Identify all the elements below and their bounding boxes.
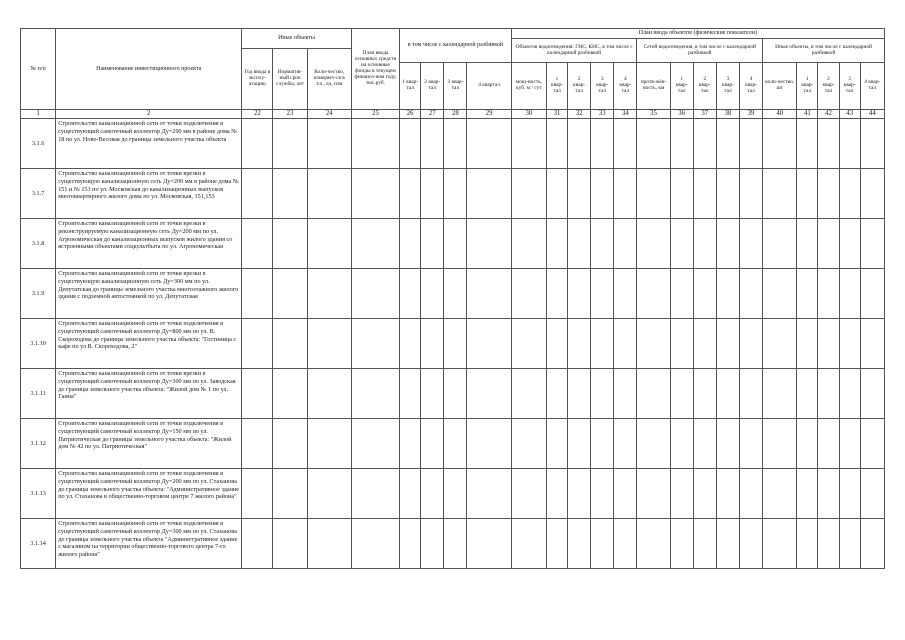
- header-plan-objects: План ввода объектов (физические показатели): [511, 29, 884, 39]
- empty-value-cell: [818, 169, 839, 219]
- empty-value-cell: [546, 469, 567, 519]
- empty-value-cell: [670, 369, 693, 419]
- empty-value-cell: [637, 119, 670, 169]
- empty-value-cell: [568, 419, 591, 469]
- empty-value-cell: [637, 369, 670, 419]
- empty-value-cell: [818, 419, 839, 469]
- header-quantity: Коли-чество, измеряет-ся в т.п., ед. изм: [307, 49, 351, 110]
- empty-value-cell: [637, 269, 670, 319]
- empty-value-cell: [740, 119, 763, 169]
- empty-value-cell: [614, 119, 637, 169]
- column-number-cell: 33: [591, 110, 614, 119]
- column-number-cell: 37: [693, 110, 716, 119]
- project-name-cell: Строительство канализационной сети от точки подключения в существующий самотечный коллектор Ду=800 мм по ул. В. Скороходова до границы земельного участка объекта: "Гостиница с кафе по ул В. Скороходова, 2": [56, 319, 242, 369]
- empty-value-cell: [400, 219, 421, 269]
- row-number-cell: 3.1.9: [21, 269, 56, 319]
- header-gis-q1: 1 квар-тал: [546, 63, 567, 110]
- empty-value-cell: [860, 369, 884, 419]
- column-number-cell: 24: [307, 110, 351, 119]
- empty-value-cell: [307, 169, 351, 219]
- empty-value-cell: [670, 269, 693, 319]
- empty-value-cell: [400, 269, 421, 319]
- empty-value-cell: [242, 519, 273, 569]
- empty-value-cell: [614, 519, 637, 569]
- row-number-cell: 3.1.10: [21, 319, 56, 369]
- empty-value-cell: [740, 419, 763, 469]
- empty-value-cell: [421, 319, 444, 369]
- empty-value-cell: [546, 419, 567, 469]
- empty-value-cell: [839, 419, 860, 469]
- empty-value-cell: [860, 119, 884, 169]
- empty-value-cell: [273, 319, 307, 369]
- empty-value-cell: [763, 119, 797, 169]
- empty-value-cell: [818, 269, 839, 319]
- header-gis-q2: 2 квар-тал: [568, 63, 591, 110]
- empty-value-cell: [511, 369, 546, 419]
- column-number-cell: 38: [716, 110, 739, 119]
- table-row: [21, 369, 885, 419]
- empty-value-cell: [273, 369, 307, 419]
- empty-value-cell: [444, 119, 467, 169]
- empty-value-cell: [637, 219, 670, 269]
- empty-value-cell: [839, 469, 860, 519]
- header-row-1: [21, 29, 885, 39]
- empty-value-cell: [273, 119, 307, 169]
- empty-value-cell: [351, 519, 399, 569]
- project-name-cell: Строительство канализационной сети от точки подключения в существующий самотечный коллектор Ду=290 мм в районе дома № 18 по ул. Ново-Весовая до границы земельного участка объекта: [56, 119, 242, 169]
- empty-value-cell: [421, 269, 444, 319]
- row-number-cell: 3.1.8: [21, 219, 56, 269]
- empty-value-cell: [568, 269, 591, 319]
- header-capacity: мощ-ность, куб. м / сут: [511, 63, 546, 110]
- empty-value-cell: [242, 419, 273, 469]
- empty-value-cell: [637, 319, 670, 369]
- empty-value-cell: [546, 519, 567, 569]
- empty-value-cell: [400, 319, 421, 369]
- empty-value-cell: [818, 119, 839, 169]
- empty-value-cell: [307, 269, 351, 319]
- header-other-objects: Иные объекты: [242, 29, 352, 49]
- column-number-cell: 42: [818, 110, 839, 119]
- empty-value-cell: [670, 169, 693, 219]
- empty-value-cell: [467, 419, 511, 469]
- column-number-cell: 32: [568, 110, 591, 119]
- empty-value-cell: [307, 319, 351, 369]
- table-row: [21, 169, 885, 219]
- empty-value-cell: [546, 169, 567, 219]
- empty-value-cell: [591, 219, 614, 269]
- empty-value-cell: [763, 419, 797, 469]
- empty-value-cell: [400, 419, 421, 469]
- column-number-cell: 23: [273, 110, 307, 119]
- empty-value-cell: [351, 269, 399, 319]
- header-oth-q4: 4 квар-тал: [860, 63, 884, 110]
- empty-value-cell: [591, 169, 614, 219]
- empty-value-cell: [797, 319, 818, 369]
- investment-table-sheet: [20, 28, 885, 569]
- header-oth-q1: 1 квар-тал: [797, 63, 818, 110]
- empty-value-cell: [242, 469, 273, 519]
- empty-value-cell: [693, 219, 716, 269]
- empty-value-cell: [307, 219, 351, 269]
- empty-value-cell: [467, 319, 511, 369]
- empty-value-cell: [614, 369, 637, 419]
- empty-value-cell: [511, 269, 546, 319]
- empty-value-cell: [614, 319, 637, 369]
- empty-value-cell: [421, 369, 444, 419]
- header-year-commissioning: Год ввода в эксплу-атацию: [242, 49, 273, 110]
- empty-value-cell: [568, 469, 591, 519]
- table-body: [21, 119, 885, 569]
- empty-value-cell: [839, 169, 860, 219]
- table-row: [21, 419, 885, 469]
- column-number-cell: 29: [467, 110, 511, 119]
- empty-value-cell: [307, 469, 351, 519]
- empty-value-cell: [740, 469, 763, 519]
- empty-value-cell: [740, 519, 763, 569]
- empty-value-cell: [273, 269, 307, 319]
- empty-value-cell: [511, 169, 546, 219]
- empty-value-cell: [351, 419, 399, 469]
- project-name-cell: Строительство канализационной сети от точки врезки в существующий самотечный коллектор Ду=300 мм по ул. Заводская до границы земельного участка объекта: "Жилой дом № 1 по ул. Гаина": [56, 369, 242, 419]
- header-service-life: Норматив-ный срок службы, лет: [273, 49, 307, 110]
- column-number-cell: 43: [839, 110, 860, 119]
- empty-value-cell: [740, 219, 763, 269]
- empty-value-cell: [351, 119, 399, 169]
- empty-value-cell: [568, 169, 591, 219]
- empty-value-cell: [637, 469, 670, 519]
- empty-value-cell: [839, 519, 860, 569]
- empty-value-cell: [351, 219, 399, 269]
- empty-value-cell: [818, 469, 839, 519]
- empty-value-cell: [670, 469, 693, 519]
- empty-value-cell: [670, 419, 693, 469]
- empty-value-cell: [797, 369, 818, 419]
- empty-value-cell: [242, 369, 273, 419]
- empty-value-cell: [546, 119, 567, 169]
- empty-value-cell: [351, 369, 399, 419]
- header-length: протя-жён-ность, км: [637, 63, 670, 110]
- empty-value-cell: [467, 469, 511, 519]
- row-number-cell: 3.1.14: [21, 519, 56, 569]
- empty-value-cell: [797, 269, 818, 319]
- empty-value-cell: [839, 319, 860, 369]
- empty-value-cell: [614, 469, 637, 519]
- project-name-cell: Строительство канализационной сети от точки подключения в существующий самотечный коллектор Ду=200 мм по ул. Стаханова до границы земельного участка объекта: "Административное здание по ул. Стаханова в общественно-торговом центре 7 жилого района": [56, 469, 242, 519]
- row-number-cell: 3.1.11: [21, 369, 56, 419]
- empty-value-cell: [860, 419, 884, 469]
- empty-value-cell: [860, 319, 884, 369]
- empty-value-cell: [242, 319, 273, 369]
- column-number-cell: 26: [400, 110, 421, 119]
- row-number-cell: 3.1.6: [21, 119, 56, 169]
- table-row: [21, 519, 885, 569]
- empty-value-cell: [818, 519, 839, 569]
- header-including-calendar: в том числе с календарной разбивкой: [400, 29, 512, 63]
- empty-value-cell: [568, 219, 591, 269]
- empty-value-cell: [670, 519, 693, 569]
- empty-value-cell: [400, 519, 421, 569]
- empty-value-cell: [614, 269, 637, 319]
- empty-value-cell: [307, 369, 351, 419]
- header-networks: Сетей водоотведения, в том числе с календарной разбивкой: [637, 39, 763, 63]
- empty-value-cell: [568, 519, 591, 569]
- empty-value-cell: [242, 169, 273, 219]
- empty-value-cell: [242, 269, 273, 319]
- empty-value-cell: [818, 219, 839, 269]
- header-q3: 3 квар-тал: [444, 63, 467, 110]
- empty-value-cell: [421, 219, 444, 269]
- header-q2: 2 квар-тал: [421, 63, 444, 110]
- empty-value-cell: [614, 419, 637, 469]
- empty-value-cell: [591, 369, 614, 419]
- empty-value-cell: [273, 469, 307, 519]
- table-row: [21, 269, 885, 319]
- empty-value-cell: [693, 419, 716, 469]
- empty-value-cell: [273, 419, 307, 469]
- empty-value-cell: [591, 319, 614, 369]
- empty-value-cell: [716, 319, 739, 369]
- column-number-cell: 34: [614, 110, 637, 119]
- empty-value-cell: [467, 369, 511, 419]
- empty-value-cell: [716, 219, 739, 269]
- header-oth-q3: 3 квар-тал: [839, 63, 860, 110]
- empty-value-cell: [637, 519, 670, 569]
- row-number-cell: 3.1.12: [21, 419, 56, 469]
- empty-value-cell: [740, 319, 763, 369]
- empty-value-cell: [467, 219, 511, 269]
- empty-value-cell: [693, 169, 716, 219]
- empty-value-cell: [242, 219, 273, 269]
- empty-value-cell: [797, 519, 818, 569]
- empty-value-cell: [273, 519, 307, 569]
- empty-value-cell: [511, 469, 546, 519]
- column-number-cell: 44: [860, 110, 884, 119]
- empty-value-cell: [716, 419, 739, 469]
- empty-value-cell: [740, 169, 763, 219]
- empty-value-cell: [444, 519, 467, 569]
- project-name-cell: Строительство канализационной сети от точки врезки в существующую канализационную сеть Ду=200 мм в районе дома № 151 и № 153 по ул. Московская до канализационных выпусков многоквартирного жилого дома по ул. Московская, 151,153: [56, 169, 242, 219]
- column-number-cell: 25: [351, 110, 399, 119]
- empty-value-cell: [797, 169, 818, 219]
- project-name-cell: Строительство канализационной сети от точки подключения в существующий самотечный коллектор Ду=150 мм по ул. Патриотическая до границы земельного участка объекта: "Жилой дом № 42 по ул. Патриотическая": [56, 419, 242, 469]
- empty-value-cell: [591, 469, 614, 519]
- empty-value-cell: [670, 219, 693, 269]
- header-gis-q3: 3 квар-тал: [591, 63, 614, 110]
- empty-value-cell: [818, 319, 839, 369]
- empty-value-cell: [351, 319, 399, 369]
- empty-value-cell: [797, 219, 818, 269]
- header-qty-pcs: коли-чество, шт: [763, 63, 797, 110]
- empty-value-cell: [400, 469, 421, 519]
- empty-value-cell: [568, 119, 591, 169]
- empty-value-cell: [637, 169, 670, 219]
- empty-value-cell: [444, 469, 467, 519]
- empty-value-cell: [511, 519, 546, 569]
- empty-value-cell: [546, 219, 567, 269]
- empty-value-cell: [716, 519, 739, 569]
- empty-value-cell: [839, 219, 860, 269]
- empty-value-cell: [467, 519, 511, 569]
- empty-value-cell: [637, 419, 670, 469]
- empty-value-cell: [763, 169, 797, 219]
- column-number-cell: 31: [546, 110, 567, 119]
- empty-value-cell: [818, 369, 839, 419]
- header-q1: 1 квар-тал: [400, 63, 421, 110]
- investment-projects-table: [20, 28, 885, 569]
- empty-value-cell: [763, 469, 797, 519]
- empty-value-cell: [763, 319, 797, 369]
- column-number-cell: 35: [637, 110, 670, 119]
- header-col-name: Наименование инвестиционного проекта: [56, 29, 242, 110]
- column-number-cell: 30: [511, 110, 546, 119]
- empty-value-cell: [763, 369, 797, 419]
- empty-value-cell: [400, 169, 421, 219]
- empty-value-cell: [444, 269, 467, 319]
- header-other-objects-calendar: Иные объекты, в том числе с календарной разбивкой: [763, 39, 885, 63]
- empty-value-cell: [763, 519, 797, 569]
- empty-value-cell: [797, 469, 818, 519]
- column-number-row: [21, 110, 885, 119]
- empty-value-cell: [307, 519, 351, 569]
- project-name-cell: Строительство канализационной сети от точки врезки в реконструируемую канализационную сеть Ду=200 мм по ул. Агрономическая до канализационных выпусков жилого здания со встроенными объектами соцкультбыта по ул. Агрономическая: [56, 219, 242, 269]
- empty-value-cell: [839, 369, 860, 419]
- header-col-index: № п/п: [21, 29, 56, 110]
- empty-value-cell: [511, 119, 546, 169]
- empty-value-cell: [421, 169, 444, 219]
- empty-value-cell: [511, 419, 546, 469]
- empty-value-cell: [839, 269, 860, 319]
- empty-value-cell: [614, 169, 637, 219]
- empty-value-cell: [511, 319, 546, 369]
- project-name-cell: Строительство канализационной сети от точки врезки в существующую канализационную сеть Ду=300 мм по ул. Депутатская до границы земельного участка многоэтажного жилого здания с подземной автостоянкой по ул. Депутатская: [56, 269, 242, 319]
- table-row: [21, 319, 885, 369]
- empty-value-cell: [400, 119, 421, 169]
- header-q4: 4 квартал: [467, 63, 511, 110]
- empty-value-cell: [740, 369, 763, 419]
- column-number-cell: 28: [444, 110, 467, 119]
- empty-value-cell: [307, 119, 351, 169]
- header-gis-objects: Объектов водоотведения: ГНС, КНС, в том числе с календарной разбивкой: [511, 39, 637, 63]
- empty-value-cell: [693, 119, 716, 169]
- empty-value-cell: [860, 219, 884, 269]
- header-net-q3: 3 квар-тал: [716, 63, 739, 110]
- empty-value-cell: [400, 369, 421, 419]
- table-row: [21, 219, 885, 269]
- empty-value-cell: [444, 219, 467, 269]
- empty-value-cell: [242, 119, 273, 169]
- empty-value-cell: [797, 119, 818, 169]
- empty-value-cell: [860, 169, 884, 219]
- empty-value-cell: [797, 419, 818, 469]
- column-number-cell: 40: [763, 110, 797, 119]
- empty-value-cell: [693, 319, 716, 369]
- empty-value-cell: [568, 369, 591, 419]
- empty-value-cell: [467, 169, 511, 219]
- column-number-cell: 39: [740, 110, 763, 119]
- empty-value-cell: [421, 469, 444, 519]
- empty-value-cell: [444, 169, 467, 219]
- empty-value-cell: [273, 219, 307, 269]
- empty-value-cell: [421, 119, 444, 169]
- project-name-cell: Строительство канализационной сети от точки подключения в существующий самотечный коллектор Ду=300 мм по ул. Стаханова до границы земельного участка объекта "Административное здание с магазином на территории общественно-торгового центра 7-го жилого района": [56, 519, 242, 569]
- empty-value-cell: [421, 519, 444, 569]
- empty-value-cell: [421, 419, 444, 469]
- empty-value-cell: [467, 269, 511, 319]
- empty-value-cell: [546, 269, 567, 319]
- empty-value-cell: [351, 469, 399, 519]
- table-row: [21, 469, 885, 519]
- column-number-cell: 2: [56, 110, 242, 119]
- empty-value-cell: [860, 469, 884, 519]
- empty-value-cell: [763, 269, 797, 319]
- row-number-cell: 3.1.7: [21, 169, 56, 219]
- empty-value-cell: [511, 219, 546, 269]
- empty-value-cell: [716, 269, 739, 319]
- empty-value-cell: [670, 319, 693, 369]
- empty-value-cell: [716, 169, 739, 219]
- empty-value-cell: [546, 319, 567, 369]
- header-net-q4: 4 квар-тал: [740, 63, 763, 110]
- empty-value-cell: [591, 419, 614, 469]
- header-gis-q4: 4 квар-тал: [614, 63, 637, 110]
- empty-value-cell: [444, 319, 467, 369]
- empty-value-cell: [716, 119, 739, 169]
- empty-value-cell: [568, 319, 591, 369]
- empty-value-cell: [614, 219, 637, 269]
- empty-value-cell: [351, 169, 399, 219]
- empty-value-cell: [839, 119, 860, 169]
- empty-value-cell: [740, 269, 763, 319]
- table-row: [21, 119, 885, 169]
- empty-value-cell: [860, 269, 884, 319]
- header-plan-funds: План ввода основных средств на основные фонды в текущем финансо-вом году, тыс.руб.: [351, 29, 399, 110]
- column-number-cell: 22: [242, 110, 273, 119]
- empty-value-cell: [693, 519, 716, 569]
- empty-value-cell: [693, 269, 716, 319]
- empty-value-cell: [467, 119, 511, 169]
- empty-value-cell: [670, 119, 693, 169]
- empty-value-cell: [693, 369, 716, 419]
- empty-value-cell: [444, 369, 467, 419]
- empty-value-cell: [591, 119, 614, 169]
- header-net-q1: 1 квар-тал: [670, 63, 693, 110]
- row-number-cell: 3.1.13: [21, 469, 56, 519]
- empty-value-cell: [591, 269, 614, 319]
- empty-value-cell: [693, 469, 716, 519]
- empty-value-cell: [860, 519, 884, 569]
- empty-value-cell: [591, 519, 614, 569]
- header-oth-q2: 2 квар-тал: [818, 63, 839, 110]
- empty-value-cell: [307, 419, 351, 469]
- header-net-q2: 2 квар-тал: [693, 63, 716, 110]
- column-number-cell: 27: [421, 110, 444, 119]
- empty-value-cell: [716, 469, 739, 519]
- empty-value-cell: [763, 219, 797, 269]
- empty-value-cell: [716, 369, 739, 419]
- empty-value-cell: [444, 419, 467, 469]
- column-number-cell: 1: [21, 110, 56, 119]
- column-number-cell: 41: [797, 110, 818, 119]
- empty-value-cell: [273, 169, 307, 219]
- column-number-cell: 36: [670, 110, 693, 119]
- empty-value-cell: [546, 369, 567, 419]
